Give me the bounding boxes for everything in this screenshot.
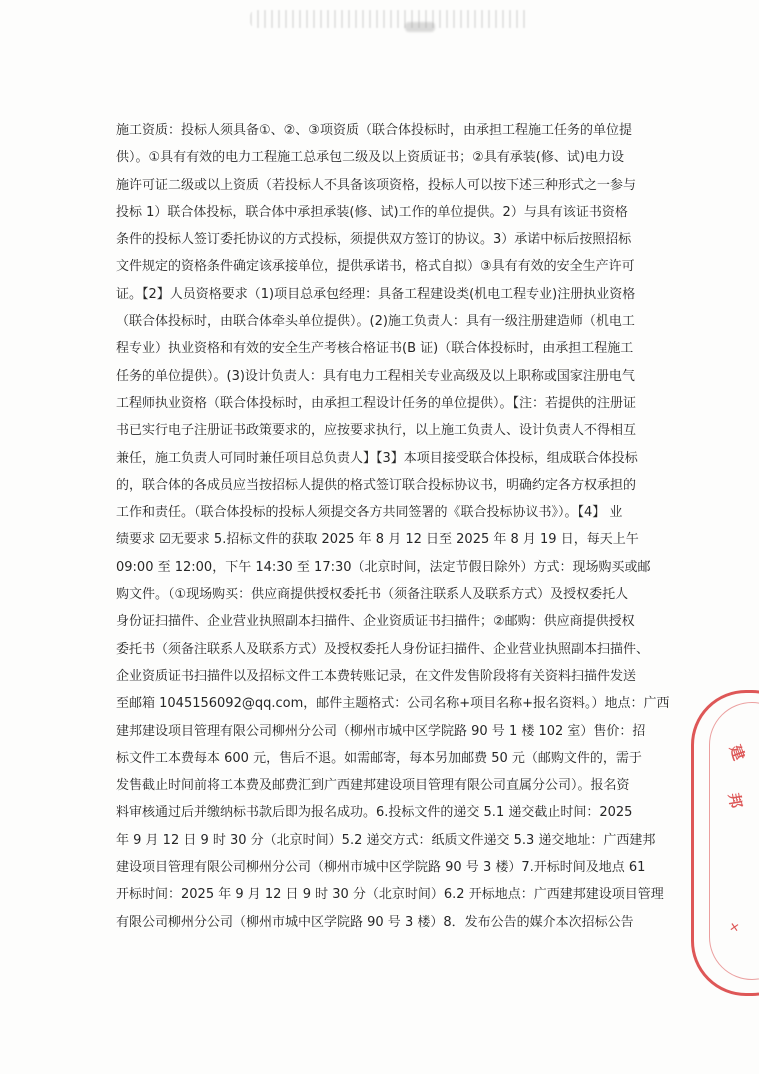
text-line: 书已实行电子注册证书政策要求的，应按要求执行，以上施工负责人、设计负责人不得相互 [116, 423, 637, 439]
text-line: 兼任，施工负责人可同时兼任项目总负责人】【3】本项目接受联合体投标，组成联合体投标 [116, 450, 638, 466]
text-line: 绩要求 ☑无要求 5.招标文件的获取 2025 年 8 月 12 日至 2025 年 8 月 19 日，每天上午 [116, 532, 639, 548]
text-line: 的，联合体的各成员应当按招标人提供的格式签订联合投标协议书，明确约定各方权承担的 [116, 477, 637, 493]
text-line: 标文件工本费每本 600 元，售后不退。如需邮寄，每本另加邮费 50 元（邮购文件的，需于 [116, 750, 642, 766]
text-line: 有限公司柳州分公司（柳州市城中区学院路 90 号 3 楼）8．发布公告的媒介本次招标公告 [116, 914, 634, 930]
text-line: 09:00 至 12:00，下午 14:30 至 17:30（北京时间，法定节假日除外）方式：现场购买或邮 [116, 559, 651, 575]
text-line: 企业资质证书扫描件以及招标文件工本费转账记录，在文件发售阶段将有关资料扫描件发送 [116, 668, 637, 684]
text-line: 工程师执业资格（联合体投标时，由承担工程设计任务的单位提供）。【注：若提供的注册证 [116, 395, 637, 411]
text-line: 程专业）执业资格和有效的安全生产考核合格证书(B 证)（联合体投标时，由承担工程施工 [116, 341, 634, 357]
text-line: 任务的单位提供）。(3)设计负责人：具有电力工程相关专业高级及以上职称或国家注册电气 [116, 368, 635, 384]
text-line: 施工资质：投标人须具备①、②、③项资质（联合体投标时，由承担工程施工任务的单位提 [116, 123, 632, 138]
text-line: 供）。①具有有效的电力工程施工总承包二级及以上资质证书；②具有承装(修、试)电力设 [116, 150, 624, 166]
text-line: 购文件。（①现场购买：供应商提供授权委托书（须备注联系人及联系方式）及授权委托人 [116, 587, 629, 603]
text-line: 身份证扫描件、企业营业执照副本扫描件、企业资质证书扫描件；②邮购：供应商提供授权 [116, 614, 635, 630]
text-line: 发售截止时间前将工本费及邮费汇到广西建邦建设项目管理有限公司直属分公司）。报名资 [116, 778, 630, 794]
text-line: 文件规定的资格条件确定该承接单位，提供承诺书，格式自拟）③具有有效的安全生产许可 [116, 259, 635, 275]
text-line: 至邮箱 1045156092@qq.com，邮件主题格式：公司名称+项目名称+报名资料。）地点：广西 [116, 696, 670, 712]
text-line: 证。【2】人员资格要求（1)项目总承包经理：具备工程建设类(机电工程专业)注册执业资格 [116, 286, 636, 302]
text-line: 条件的投标人签订委托协议的方式投标，须提供双方签订的协议。3）承诺中标后按照招标 [116, 232, 632, 248]
seal-stamp-inner-ring [709, 702, 759, 980]
text-line: 开标时间：2025 年 9 月 12 日 9 时 30 分（北京时间）6.2 开标地点：广西建邦建设项目管理 [116, 887, 664, 903]
scan-header-smudge [250, 10, 530, 28]
text-line: 工作和责任。（联合体投标的投标人须提交各方共同签署的《联合投标协议书》）。【4】 业 [116, 505, 623, 521]
seal-stamp-glyph: 邦 [724, 791, 746, 810]
seal-stamp-mark: ✕ [726, 920, 742, 934]
text-line: 投标 1）联合体投标，联合体中承担承装(修、试)工作的单位提供。2）与具有该证书资格 [116, 204, 628, 220]
text-line: 料审核通过后并缴纳标书款后即为报名成功。6.投标文件的递交 5.1 递交截止时间：2025 [116, 805, 633, 821]
text-line: 施许可证二级或以上资质（若投标人不具备该项资格，投标人可以按下述三种形式之一参与 [116, 177, 637, 193]
text-line: 建邦建设项目管理有限公司柳州分公司（柳州市城中区学院路 90 号 1 楼 102 室）售价：招 [116, 723, 646, 739]
seal-stamp-glyph: 建 [725, 742, 749, 763]
text-line: 建设项目管理有限公司柳州分公司（柳州市城中区学院路 90 号 3 楼）7.开标时间及地点 61 [116, 860, 646, 876]
text-line: 年 9 月 12 日 9 时 30 分（北京时间）5.2 递交方式：纸质文件递交 5.3 递交地址：广西建邦 [116, 832, 656, 848]
text-line: （联合体投标时，由联合体牵头单位提供）。(2)施工负责人：具有一级注册建造师（机电工 [116, 314, 635, 330]
text-line: 委托书（须备注联系人及联系方式）及授权委托人身份证扫描件、企业营业执照副本扫描件、 [116, 641, 650, 657]
document-body [116, 117, 670, 936]
scan-smudge-dot [405, 22, 435, 32]
